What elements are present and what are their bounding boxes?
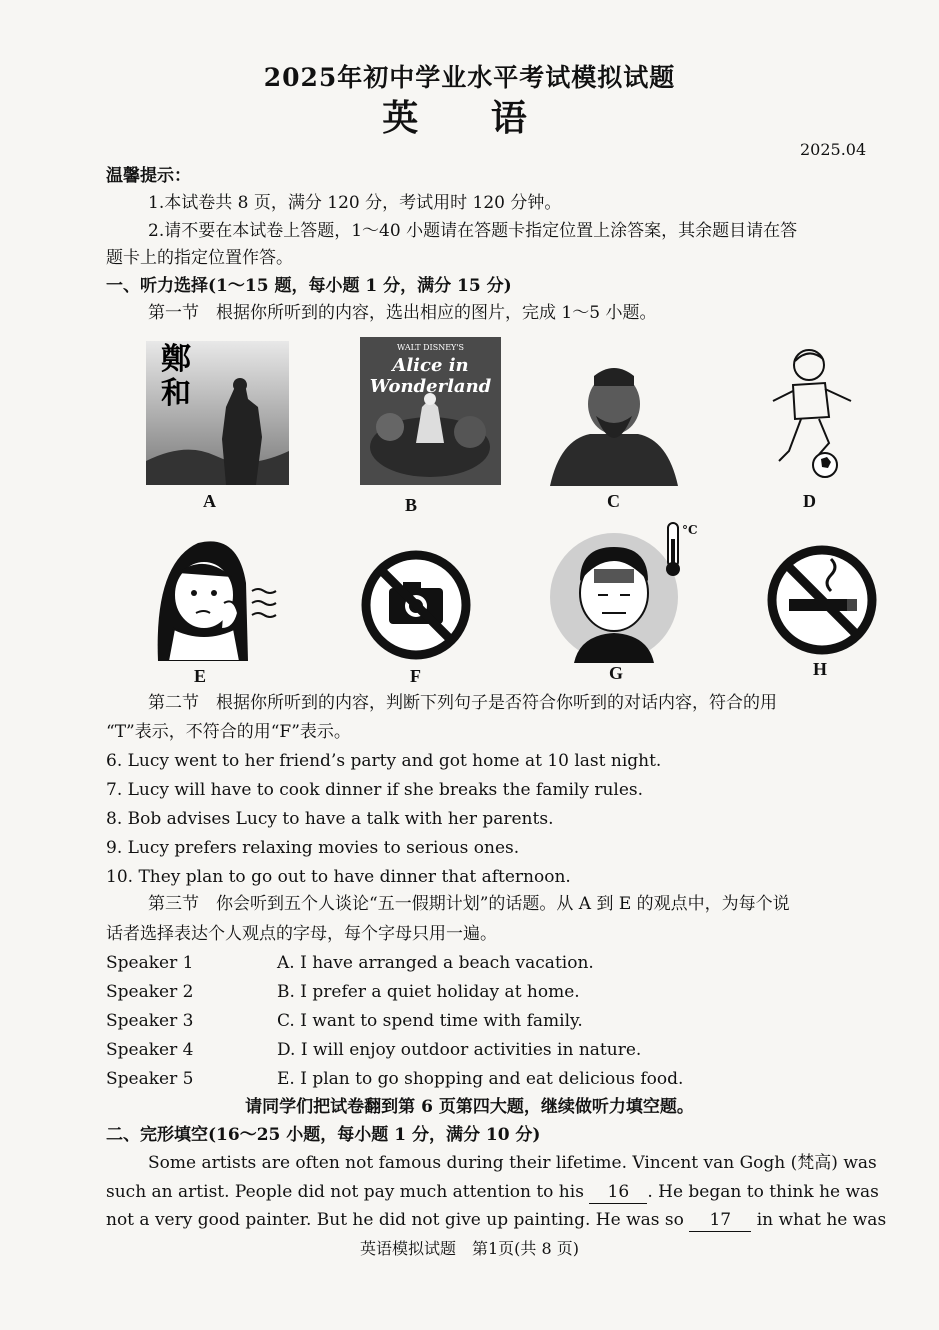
figure-f-image (359, 548, 473, 662)
figure-e-image (148, 533, 288, 661)
speaker-5: Speaker 5 (106, 1069, 194, 1089)
boy-fever-icon (550, 517, 700, 663)
speaker-2: Speaker 2 (106, 982, 194, 1002)
figure-g-image (550, 517, 700, 663)
exam-date: 2025.04 (800, 140, 867, 159)
statement-10: 10. They plan to go out to have dinner that afternoon. (106, 867, 571, 887)
figure-g-label: G (609, 663, 624, 683)
page-footer: 英语模拟试题 第1页(共 8 页) (359, 1239, 580, 1258)
figure-h-image (765, 543, 879, 657)
figure-f-label: F (410, 666, 421, 686)
opinion-b: B. I prefer a quiet holiday at home. (277, 982, 580, 1002)
opinion-d: D. I will enjoy outdoor activities in nature. (277, 1040, 642, 1060)
statement-6: 6. Lucy went to her friend’s party and got home at 10 last night. (106, 751, 662, 771)
figure-a-image (146, 341, 289, 485)
figure-a-label: A (203, 491, 216, 511)
figure-e-label: E (194, 666, 207, 686)
figure-b-label: B (405, 495, 418, 515)
notice-item-1: 1.本试卷共 8 页，满分 120 分，考试用时 120 分钟。 (148, 193, 562, 213)
figure-g-unit: °C (682, 523, 698, 537)
blank-16: 16 (589, 1181, 647, 1204)
statement-9: 9. Lucy prefers relaxing movies to serious ones. (106, 838, 520, 858)
exam-title: 2025年初中学业水平考试模拟试题 (263, 63, 676, 92)
cloze-line-3 (106, 1209, 886, 1232)
figure-h-label: H (813, 659, 828, 679)
boy-football-icon (765, 347, 857, 481)
notice-item-2-cont: 题卡上的指定位置作答。 (106, 248, 293, 268)
opinion-a: A. I have arranged a beach vacation. (277, 953, 594, 973)
statement-8: 8. Bob advises Lucy to have a talk with her parents. (106, 809, 554, 829)
cloze-line-2-text-end: . He began to think he was (647, 1182, 879, 1202)
cloze-line-3-text-end: in what he was (756, 1210, 887, 1230)
opinion-c: C. I want to spend time with family. (277, 1011, 583, 1031)
no-camera-icon (359, 548, 473, 662)
figure-d-image (765, 347, 857, 481)
section1-heading: 一、听力选择(1～15 题，每小题 1 分，满分 15 分) (106, 276, 512, 296)
cloze-line-2-text: such an artist. People did not pay much attention to his (106, 1182, 584, 1202)
notice-item-2: 2.请不要在本试卷上答题，1～40 小题请在答题卡指定位置上涂答案，其余题目请在答 (148, 221, 798, 241)
speaker-3: Speaker 3 (106, 1011, 194, 1031)
part2-instruction: 第二节 根据你所听到的内容，判断下列句子是否符合你听到的对话内容，符合的用 (148, 693, 777, 713)
figure-b-title: Alice in Wonderland (369, 355, 492, 397)
confucius-portrait-icon (550, 360, 678, 486)
figure-c-label: C (607, 491, 620, 511)
blank-17: 17 (689, 1209, 751, 1232)
statement-7: 7. Lucy will have to cook dinner if she breaks the family rules. (106, 780, 644, 800)
cloze-line-2 (106, 1181, 879, 1204)
notice-heading: 温馨提示： (106, 166, 191, 186)
figure-a-caption: 鄭和 (161, 342, 191, 411)
part2-instruction-cont: “T”表示，不符合的用“F”表示。 (106, 722, 351, 742)
speaker-4: Speaker 4 (106, 1040, 194, 1060)
part3-instruction-cont: 话者选择表达个人观点的字母，每个字母只用一遍。 (106, 924, 497, 944)
figure-b-brand: WALT DISNEY'S (397, 343, 464, 352)
turn-page-instruction: 请同学们把试卷翻到第 6 页第四大题，继续做听力填空题。 (245, 1097, 694, 1117)
no-smoking-icon (765, 543, 879, 657)
part3-instruction: 第三节 你会听到五个人谈论“五一假期计划”的话题。从 A 到 E 的观点中，为每个说 (148, 894, 790, 914)
figure-b-image (360, 337, 501, 485)
section2-heading: 二、完形填空(16～25 小题，每小题 1 分，满分 10 分) (106, 1125, 541, 1145)
part1-instruction: 第一节 根据你所听到的内容，选出相应的图片，完成 1～5 小题。 (148, 303, 657, 323)
speaker-1: Speaker 1 (106, 953, 194, 973)
girl-toothache-icon (148, 533, 288, 661)
figure-d-label: D (803, 491, 816, 511)
opinion-e: E. I plan to go shopping and eat delicious food. (277, 1069, 684, 1089)
subject-title: 英 语 (382, 97, 557, 139)
cloze-line-3-text: not a very good painter. But he did not give up painting. He was so (106, 1210, 684, 1230)
cloze-line-1: Some artists are often not famous during their lifetime. Vincent van Gogh (梵高) was (148, 1153, 877, 1173)
figure-c-image (550, 360, 678, 486)
